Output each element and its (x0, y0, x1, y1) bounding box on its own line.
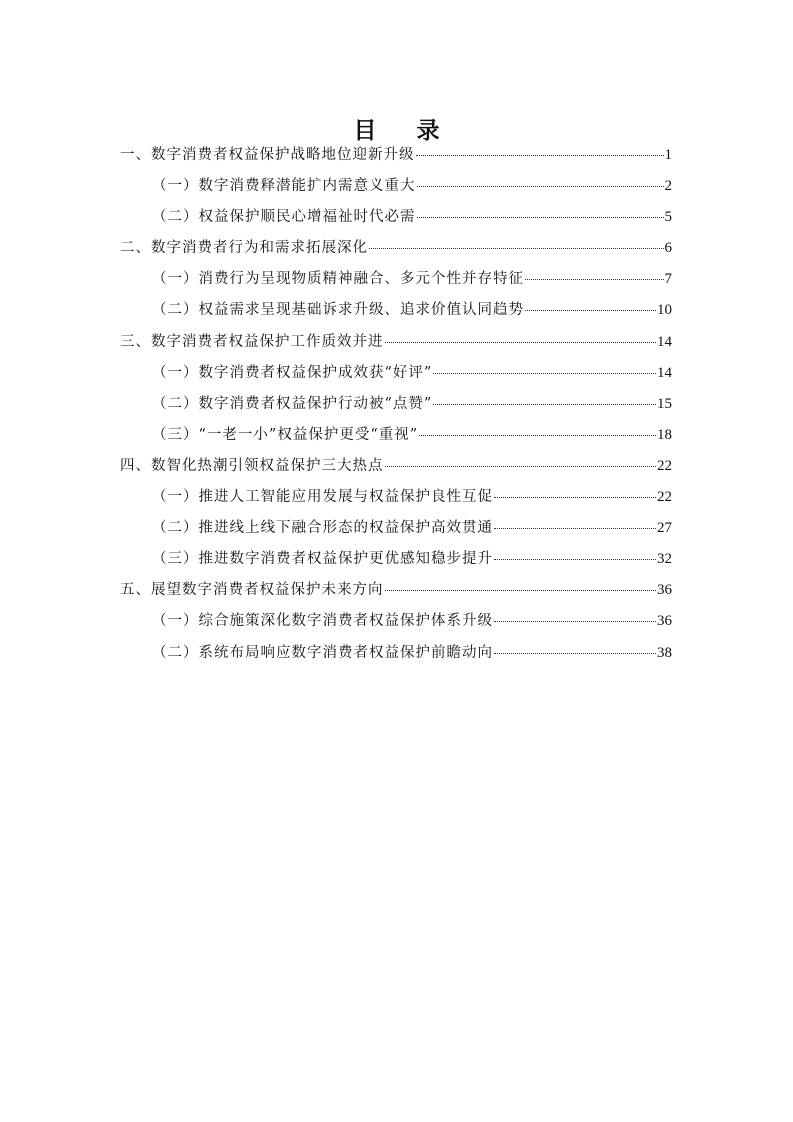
dot-leader (494, 528, 656, 529)
toc-entry-text: （二）数字消费者权益保护行动被“点赞” (152, 395, 433, 412)
toc-entry-text: （二）推进线上线下融合形态的权益保护高效贯通 (152, 520, 493, 537)
dot-leader (369, 248, 664, 249)
toc-entry-text: （二）系统布局响应数字消费者权益保护前瞻动向 (152, 644, 493, 661)
toc-entry[interactable] (120, 205, 672, 236)
dot-leader (419, 435, 656, 436)
dot-leader (433, 404, 656, 405)
dot-leader (385, 342, 657, 343)
toc-entry[interactable] (120, 516, 672, 547)
dot-leader (494, 559, 656, 560)
toc-entry[interactable] (120, 236, 672, 267)
table-of-contents (120, 143, 672, 672)
dot-leader (494, 497, 656, 498)
toc-page-number: 10 (657, 302, 672, 319)
dot-leader (417, 186, 664, 187)
toc-page-number: 38 (657, 644, 672, 661)
dot-leader (385, 466, 657, 467)
toc-entry[interactable] (120, 485, 672, 516)
dot-leader (417, 217, 664, 218)
toc-entry[interactable] (120, 423, 672, 454)
toc-entry[interactable] (120, 641, 672, 672)
toc-entry[interactable] (120, 454, 672, 485)
dot-leader (525, 279, 664, 280)
toc-entry-text: 三、数字消费者权益保护工作质效并进 (120, 333, 384, 350)
toc-page-number: 14 (657, 333, 672, 350)
toc-entry-text: （二）权益需求呈现基础诉求升级、追求价值认同趋势 (152, 302, 524, 319)
toc-entry[interactable] (120, 578, 672, 609)
toc-page-number: 14 (657, 364, 672, 381)
toc-entry[interactable] (120, 547, 672, 578)
toc-page-number: 22 (657, 489, 672, 506)
toc-page-number: 1 (664, 147, 672, 163)
toc-entry[interactable] (120, 361, 672, 392)
toc-entry[interactable] (120, 392, 672, 423)
toc-entry-text: （一）数字消费者权益保护成效获“好评” (152, 364, 433, 381)
toc-page-number: 5 (664, 209, 672, 226)
toc-page-number: 2 (664, 178, 672, 195)
toc-entry[interactable] (120, 143, 672, 174)
toc-entry[interactable] (120, 330, 672, 361)
toc-page-number: 22 (657, 457, 672, 474)
toc-page-number: 15 (657, 395, 672, 412)
dot-leader (494, 653, 656, 654)
toc-entry-text: 五、展望数字消费者权益保护未来方向 (120, 582, 384, 599)
toc-entry[interactable] (120, 609, 672, 640)
toc-title: 目 录 (353, 118, 456, 145)
toc-page-number: 18 (657, 426, 672, 443)
toc-entry-text: （一）数字消费释潜能扩内需意义重大 (152, 178, 416, 195)
dot-leader (494, 621, 656, 622)
toc-entry-text: （三）“一老一小”权益保护更受“重视” (152, 426, 419, 443)
toc-entry-text: 一、数字消费者权益保护战略地位迎新升级 (120, 147, 415, 163)
toc-page-number: 36 (657, 582, 672, 599)
toc-entry-text: （三）推进数字消费者权益保护更优感知稳步提升 (152, 551, 493, 568)
toc-page-number: 27 (657, 520, 672, 537)
toc-entry[interactable] (120, 174, 672, 205)
toc-page-number: 36 (657, 613, 672, 630)
toc-entry[interactable] (120, 298, 672, 329)
toc-entry-text: 二、数字消费者行为和需求拓展深化 (120, 240, 368, 257)
toc-page-number: 7 (664, 271, 672, 288)
toc-page-number: 6 (664, 240, 672, 257)
toc-entry-text: （一）综合施策深化数字消费者权益保护体系升级 (152, 613, 493, 630)
dot-leader (385, 590, 657, 591)
toc-entry-text: （二）权益保护顺民心增福祉时代必需 (152, 209, 416, 226)
toc-entry-text: 四、数智化热潮引领权益保护三大热点 (120, 457, 384, 474)
toc-entry-text: （一）推进人工智能应用发展与权益保护良性互促 (152, 489, 493, 506)
dot-leader (416, 155, 664, 156)
dot-leader (525, 310, 656, 311)
toc-entry[interactable] (120, 267, 672, 298)
toc-page-number: 32 (657, 551, 672, 568)
dot-leader (433, 373, 656, 374)
toc-entry-text: （一）消费行为呈现物质精神融合、多元个性并存特征 (152, 271, 524, 288)
